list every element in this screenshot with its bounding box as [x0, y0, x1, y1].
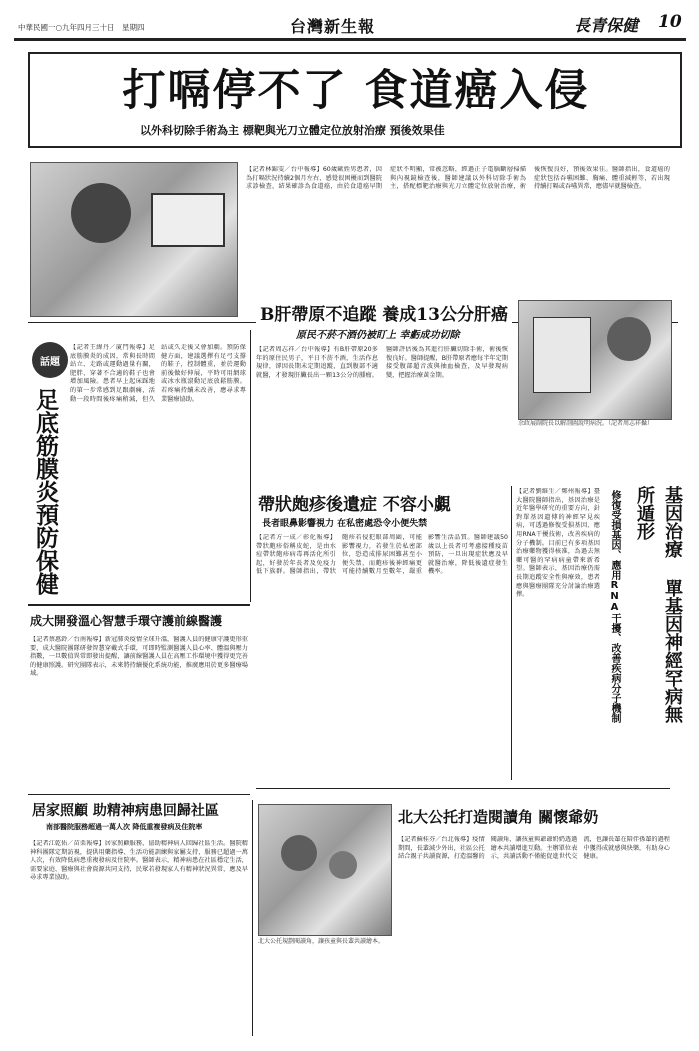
shingles-body: 【記者方一成／彰化報導】帶狀皰疹俗稱皮蛇，是由水痘帶狀皰疹病毒再活化所引起，好發於年長者及免疫力低下族群。醫師指出，帶狀皰疹若侵犯眼部周圍，可能影響視力，若發生於私密部位，恐造成排尿困難甚至小便失禁，而皰疹後神經痛更可能持續數月至數年，嚴重影響生活品質。醫師建議50歲以上長者可考慮接種疫苗預防，一旦出現症狀應及早就醫治療，降低後遺症發生機率。 — [256, 534, 508, 576]
liver-headline: B肝帶原不追蹤 養成13公分肝癌 — [256, 298, 512, 327]
liver-body-cont — [518, 440, 670, 480]
home-top-rule — [28, 794, 250, 795]
child-figure — [329, 851, 357, 879]
anatomy-chart-shape — [533, 317, 591, 393]
lead-subheadline: 以外科切除手術為主 標靶與光刀立體定位放射治療 預後效果佳 — [140, 124, 445, 137]
home-body: 【記者江乾佑／苗栗報導】居家照顧服務，協助精神病人回歸社區生活。醫院精神科團隊定期訪視，提供用藥指導、生活功能訓練與家屬支持，服務已超過一萬人次，有效降低病患重複發病及住院率。醫師表示，精神病患在社區穩定生活，需要家庭、醫療與社會資源共同支持，民眾若發現家人有精神狀況異常，應及早尋求專業協助。 — [30, 840, 248, 882]
dementia-body: 【記者蔡惠鈴／台南報導】新冠肺炎疫情全球升溫，醫護人員的健康守護更形重要，成大醫院團隊研發智慧穿戴式手環，可即時監測醫護人員心率、體溫與壓力指數，一旦數值異常即發出提醒，讓前線醫護人員在高壓工作環境中獲得更完善的健康照護。研究團隊表示，未來將持續優化系統功能，推廣應用於更多醫療場域。 — [30, 636, 248, 678]
gene-headline: 基因治療 單基因神經罕病無所遁形 — [634, 486, 683, 723]
north-photo — [258, 804, 392, 936]
foot-headline: 足底筋膜炎預防保健 — [32, 388, 59, 595]
page-number: 10 — [658, 12, 682, 32]
col-divider-3 — [252, 800, 253, 1036]
gene-subheadline: 修復受損基因、應用RNA干擾、改善疾病分子機制 — [609, 490, 620, 723]
liver-subheadline: 原民不菸不酒仍被盯上 幸虧成功切除 — [296, 330, 460, 341]
doctor-figure-2 — [607, 317, 651, 361]
lead-photo — [30, 162, 238, 317]
north-top-rule — [256, 788, 670, 789]
dementia-top-rule — [28, 604, 250, 606]
doctor-figure — [71, 183, 131, 243]
dementia-headline: 成大開發溫心智慧手環守護前線醫護 — [30, 614, 223, 628]
shingles-subheadline: 長者眼鼻影響視力 在私密處恐令小便失禁 — [262, 519, 428, 529]
monitor-shape — [151, 193, 225, 247]
north-headline: 北大公托打造閱讀角 關懷爺奶 — [398, 808, 599, 826]
masthead-rule — [14, 38, 686, 41]
north-body: 【記者蘇桂芬／台北報導】疫情期間，長輩減少外出，社區公托結合親子共讀資源，打造溫馨的閱讀角，讓孩童與爺爺奶奶透過繪本共讀增進互動。主辦單位表示，共讀活動不僅能促進世代交流，也讓長輩在陪伴孫輩的過程中獲得成就感與快樂，有助身心健康。 — [398, 836, 670, 861]
section-title: 長青保健 — [574, 16, 639, 35]
lead-headline-text: 打嗝停不了 食道癌入侵 — [122, 66, 590, 116]
masthead-date: 中華民國一○九年四月三十日 星期四 — [18, 23, 145, 32]
home-headline: 居家照顧 助精神病患回歸社區 — [32, 803, 219, 819]
elder-figure — [281, 835, 317, 871]
foot-body: 【記者王緯丹／廈門報導】足底筋膜炎的成因，常與長時間站立、走路或運動過量有關，肥胖、穿著不合適的鞋子也會增加風險。患者早上起床踩地的第一步常感到足跟劇痛，活動一段時間後疼痛稍減，但久站或久走後又會加劇。預防保健方面，建議選擇有足弓支撐的鞋子，控制體重，並於運動前後做好伸展，平時可用網球或冰水瓶滾動足底放鬆筋膜。若疼痛持續未改善，應尋求專業醫療協助。 — [70, 344, 246, 403]
col-divider-2 — [511, 486, 512, 780]
home-subheadline: 南部醫院服務超過一萬人次 降低重複發病及住院率 — [46, 823, 203, 831]
lead-body: 【記者林錦雯／台中報導】60歲歐姓男患者，因為打嗝狀況持續2個月左右，感覺很困擾而到醫院求診檢查，結果確診為食道癌，由於食道癌早期症狀不明顯，常被忽略，經過正子電腦斷層掃描與內視鏡檢查後，醫師建議以外科切除手術為主，搭配標靶治療與光刀立體定位放射治療，術後恢復良好，預後效果佳。醫師指出，食道癌的症狀包括吞嚥困難、胸痛、體重減輕等，若出現持續打嗝或吞嚥異常，應儘早就醫檢查。 — [246, 166, 670, 191]
col-divider-1 — [250, 330, 251, 602]
shingles-headline: 帶狀皰疹後遺症 不容小覷 — [258, 495, 451, 515]
gene-body: 【記者劉維生／鄭州報導】臺大醫院醫師指出，基因治療是近年醫學研究的重要方向，針對單基因遺傳的神經罕見疾病，可透過修復受損基因、應用RNA干擾技術，改善疾病的分子機制。目前已有多項基因治療藥物獲得核准，為過去無藥可醫的罕病病童帶來新希望。醫師表示，基因治療仍需長期追蹤安全性與療效，患者應與醫療團隊充分討論治療選擇。 — [516, 488, 600, 599]
liver-photo — [518, 300, 672, 420]
foot-badge-text: 話題 — [40, 356, 60, 368]
masthead — [0, 0, 699, 46]
liver-body: 【記者周志祥／台中報導】有B肝帶原20多年的原住民男子，平日不菸不酒，生活作息規律，卻因長期未定期追蹤，直到腹部不適就醫，才發現肝臟長出一顆13公分的腫瘤。醫師評估後為其進行肝臟切除手術，術後恢復良好。醫師提醒，B肝帶原者應每半年定期接受腹部超音波與抽血檢查，及早發現病變，把握治療黃金期。 — [256, 346, 508, 379]
liver-caption: 余政展副院長以解剖圖說明病況。（記者周志祥攝） — [518, 420, 654, 427]
newspaper-name: 台灣新生報 — [290, 17, 376, 36]
foot-badge — [32, 342, 68, 378]
lead-headline — [28, 52, 682, 148]
north-caption: 北大公托規劃閱讀角，讓孩童與長輩共讀繪本。 — [258, 938, 385, 945]
